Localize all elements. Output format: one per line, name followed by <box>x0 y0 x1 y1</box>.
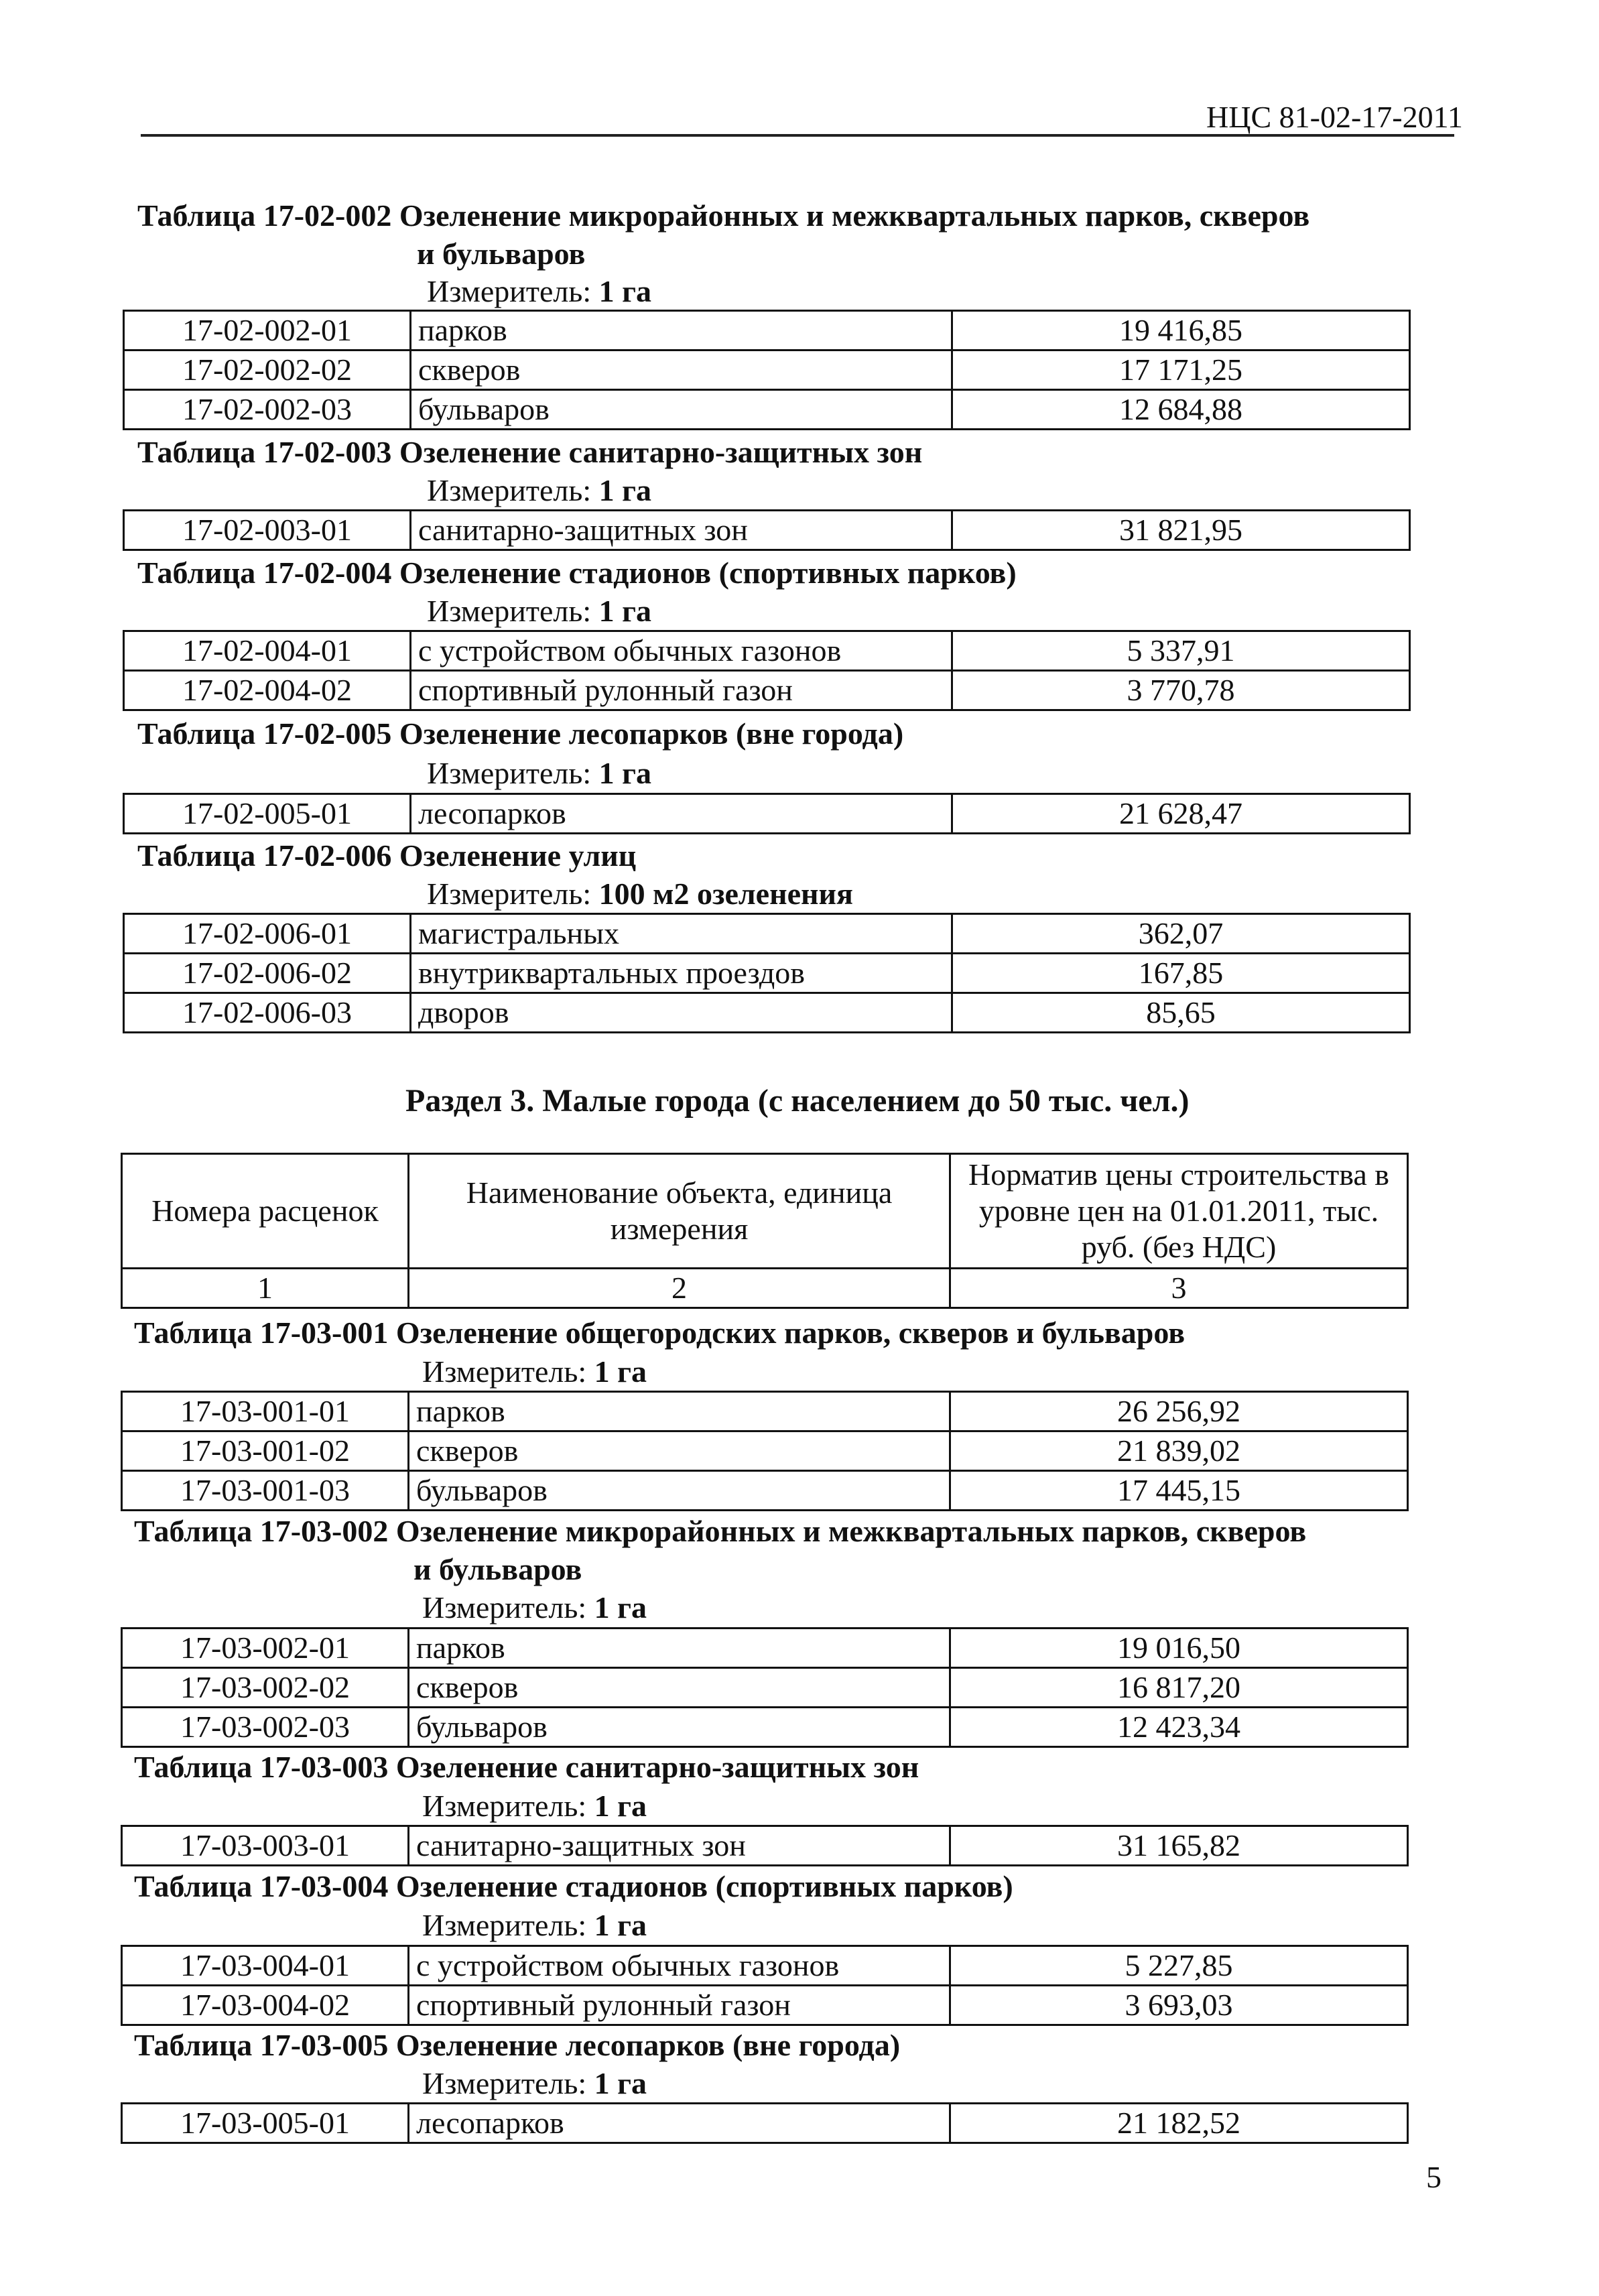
rate-code: 17-02-006-03 <box>124 993 411 1033</box>
rate-value: 21 839,02 <box>950 1431 1408 1471</box>
rate-value: 21 182,52 <box>950 2104 1408 2143</box>
table-title: Таблица 17-03-005 Озеленение лесопарков (вне города) <box>134 2028 901 2062</box>
rate-name: скверов <box>409 1668 950 1708</box>
rate-name: санитарно-защитных зон <box>409 1826 950 1866</box>
rate-name: спортивный рулонный газон <box>409 1986 950 2025</box>
rate-code: 17-02-004-02 <box>124 671 411 710</box>
table-row <box>122 1471 1408 1511</box>
table-row <box>122 1826 1408 1866</box>
rate-code: 17-03-004-02 <box>122 1986 409 2025</box>
rate-value: 12 684,88 <box>952 390 1410 430</box>
rates-table-17-02-003 <box>123 509 1411 551</box>
rate-name: бульваров <box>409 1708 950 1747</box>
table-meter: Измеритель: 1 га <box>427 274 652 308</box>
rate-value: 12 423,34 <box>950 1708 1408 1747</box>
rate-code: 17-02-005-01 <box>124 794 411 834</box>
table-row <box>122 1629 1408 1668</box>
col-header-codes: Номера расценок <box>122 1154 409 1269</box>
rate-value: 17 445,15 <box>950 1471 1408 1511</box>
table-row <box>122 1986 1408 2025</box>
rate-value: 31 165,82 <box>950 1826 1408 1866</box>
rate-value: 31 821,95 <box>952 511 1410 550</box>
rates-table-17-02-006 <box>123 913 1411 1033</box>
col-number: 3 <box>950 1269 1408 1308</box>
rate-name: лесопарков <box>409 2104 950 2143</box>
table-meter: Измеритель: 1 га <box>427 473 652 507</box>
rate-code: 17-02-002-01 <box>124 311 411 350</box>
table-title: Таблица 17-02-006 Озеленение улиц <box>137 838 637 873</box>
rates-table-17-03-003 <box>121 1825 1409 1866</box>
rate-value: 17 171,25 <box>952 350 1410 390</box>
table-row <box>124 993 1410 1033</box>
table-row <box>124 794 1410 834</box>
rate-name: с устройством обычных газонов <box>411 631 952 671</box>
rate-value: 362,07 <box>952 914 1410 954</box>
rates-table-17-02-005 <box>123 793 1411 834</box>
rate-value: 5 227,85 <box>950 1946 1408 1986</box>
rates-table-17-03-004 <box>121 1945 1409 2026</box>
col-number: 2 <box>409 1269 950 1308</box>
rate-name: с устройством обычных газонов <box>409 1946 950 1986</box>
table-title: Таблица 17-03-002 Озеленение микрорайонных и межквартальных парков, скверов <box>134 1514 1307 1548</box>
table-meter: Измеритель: 1 га <box>422 1789 647 1823</box>
rate-value: 3 693,03 <box>950 1986 1408 2025</box>
table-row <box>122 2104 1408 2143</box>
rate-code: 17-03-005-01 <box>122 2104 409 2143</box>
rate-code: 17-03-002-01 <box>122 1629 409 1668</box>
table-row <box>122 1431 1408 1471</box>
rates-table-17-03-001 <box>121 1391 1409 1511</box>
rate-name: парков <box>409 1392 950 1431</box>
table-row <box>124 671 1410 710</box>
rate-name: санитарно-защитных зон <box>411 511 952 550</box>
table-title: Таблица 17-03-003 Озеленение санитарно-защитных зон <box>134 1750 919 1784</box>
rate-code: 17-03-001-03 <box>122 1471 409 1511</box>
rate-name: магистральных <box>411 914 952 954</box>
rate-name: скверов <box>409 1431 950 1471</box>
section-title: Раздел 3. Малые города (с населением до 50 тыс. чел.) <box>405 1083 1190 1119</box>
table-title: Таблица 17-03-001 Озеленение общегородских парков, скверов и бульваров <box>134 1316 1186 1350</box>
table-row <box>122 1946 1408 1986</box>
table-meter: Измеритель: 1 га <box>422 1908 647 1942</box>
rates-table-17-03-002 <box>121 1627 1409 1748</box>
rate-name: скверов <box>411 350 952 390</box>
column-number-row <box>122 1269 1408 1308</box>
table-title: Таблица 17-02-005 Озеленение лесопарков (вне города) <box>137 716 904 751</box>
rates-table-17-02-004 <box>123 630 1411 711</box>
table-meter: Измеритель: 1 га <box>422 1590 647 1624</box>
page-number: 5 <box>1426 2160 1442 2194</box>
column-header-table <box>121 1153 1409 1309</box>
rate-code: 17-02-002-03 <box>124 390 411 430</box>
rate-code: 17-02-004-01 <box>124 631 411 671</box>
table-title-wrap: и бульваров <box>417 237 586 271</box>
header-rule <box>141 134 1454 137</box>
rate-name: бульваров <box>411 390 952 430</box>
rate-code: 17-03-002-03 <box>122 1708 409 1747</box>
table-meter: Измеритель: 1 га <box>422 1354 647 1389</box>
col-number: 1 <box>122 1269 409 1308</box>
table-meter: Измеритель: 1 га <box>422 2066 647 2100</box>
table-row <box>124 631 1410 671</box>
rate-name: парков <box>411 311 952 350</box>
rate-code: 17-03-001-02 <box>122 1431 409 1471</box>
rate-name: лесопарков <box>411 794 952 834</box>
rate-value: 19 016,50 <box>950 1629 1408 1668</box>
rate-code: 17-03-002-02 <box>122 1668 409 1708</box>
table-title: Таблица 17-02-004 Озеленение стадионов (спортивных парков) <box>137 556 1017 590</box>
table-row <box>124 390 1410 430</box>
table-row <box>124 311 1410 350</box>
rate-value: 5 337,91 <box>952 631 1410 671</box>
rate-value: 26 256,92 <box>950 1392 1408 1431</box>
table-title: Таблица 17-02-002 Озеленение микрорайонных и межквартальных парков, скверов <box>137 198 1310 233</box>
rate-name: спортивный рулонный газон <box>411 671 952 710</box>
col-header-name: Наименование объекта, единица измерения <box>409 1154 950 1269</box>
rate-value: 19 416,85 <box>952 311 1410 350</box>
table-row <box>124 954 1410 993</box>
rate-code: 17-02-002-02 <box>124 350 411 390</box>
table-title: Таблица 17-02-003 Озеленение санитарно-защитных зон <box>137 435 923 469</box>
header-row <box>122 1154 1408 1269</box>
col-header-price: Норматив цены строительства в уровне цен на 01.01.2011, тыс. руб. (без НДС) <box>950 1154 1408 1269</box>
table-row <box>124 914 1410 954</box>
table-row <box>124 350 1410 390</box>
table-row <box>122 1392 1408 1431</box>
table-row <box>122 1668 1408 1708</box>
rate-value: 167,85 <box>952 954 1410 993</box>
rates-table-17-03-005 <box>121 2102 1409 2144</box>
rate-name: внутриквартальных проездов <box>411 954 952 993</box>
table-meter: Измеритель: 100 м2 озеленения <box>427 877 853 911</box>
rate-code: 17-03-004-01 <box>122 1946 409 1986</box>
rate-value: 21 628,47 <box>952 794 1410 834</box>
rates-table-17-02-002 <box>123 310 1411 430</box>
table-meter: Измеритель: 1 га <box>427 756 652 790</box>
rate-value: 16 817,20 <box>950 1668 1408 1708</box>
table-row <box>122 1708 1408 1747</box>
rate-name: парков <box>409 1629 950 1668</box>
rate-code: 17-02-006-02 <box>124 954 411 993</box>
rate-name: дворов <box>411 993 952 1033</box>
table-row <box>124 511 1410 550</box>
rate-value: 3 770,78 <box>952 671 1410 710</box>
rate-code: 17-02-003-01 <box>124 511 411 550</box>
rate-name: бульваров <box>409 1471 950 1511</box>
document-code: НЦС 81-02-17-2011 <box>1206 100 1463 134</box>
table-meter: Измеритель: 1 га <box>427 594 652 628</box>
rate-code: 17-03-001-01 <box>122 1392 409 1431</box>
table-title: Таблица 17-03-004 Озеленение стадионов (спортивных парков) <box>134 1869 1013 1903</box>
rate-value: 85,65 <box>952 993 1410 1033</box>
table-title-wrap: и бульваров <box>413 1552 582 1586</box>
rate-code: 17-03-003-01 <box>122 1826 409 1866</box>
rate-code: 17-02-006-01 <box>124 914 411 954</box>
